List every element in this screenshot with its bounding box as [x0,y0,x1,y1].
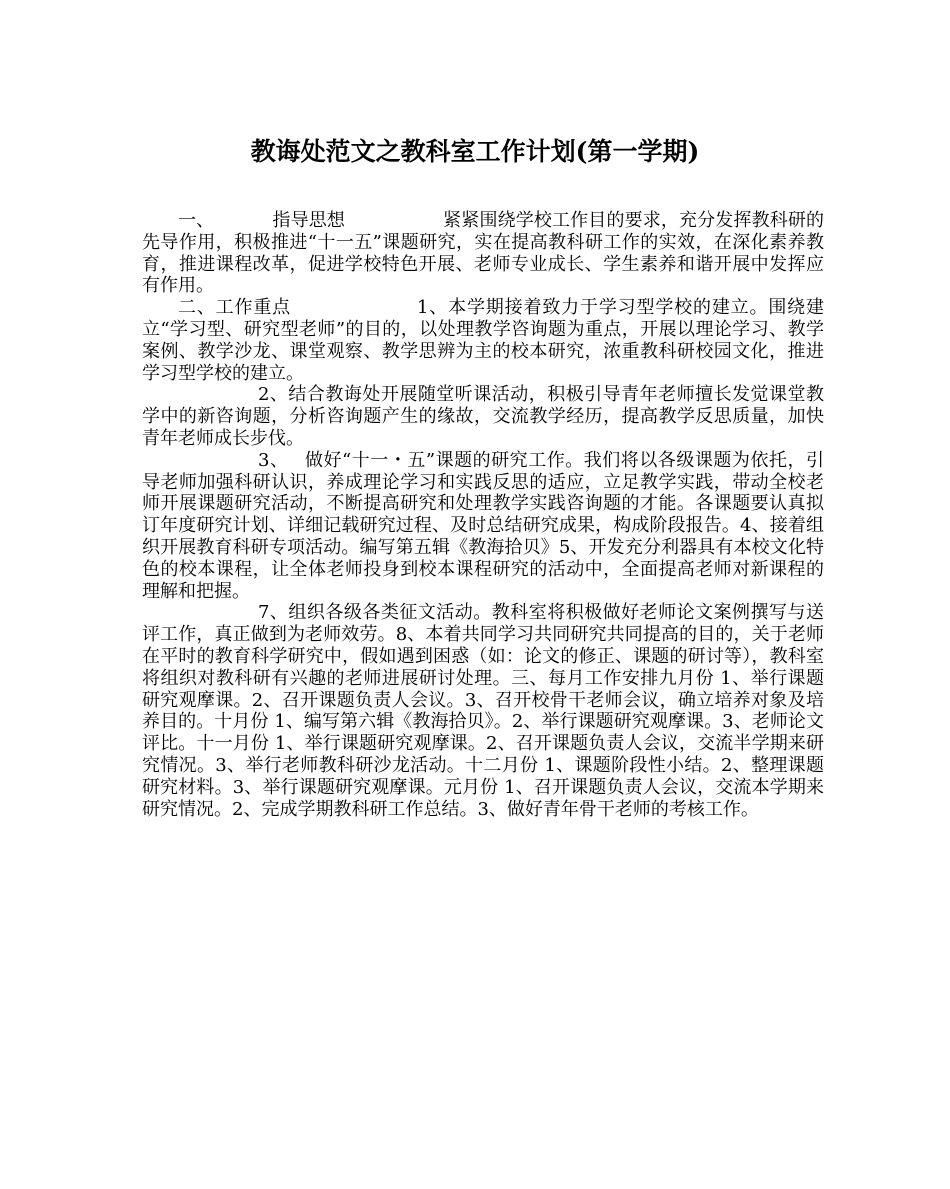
paragraph-text: 做好“十一・五”课题的研究工作。我们将以各级课题为依托，引导老师加强科研认识，养成理论学习和实践反思的适应，立足教学实践，带动全校老师开展课题研究活动，不断提高研究和处理教学实践咨询题的才能。各课题要认真拟订年度研究计划、详细记载研究过程、及时总结研究成果，构成阶段报告。4、接着组织开展教育科研专项活动。编写第五辑《教海拾贝》5、开发充分利器具有本校文化特色的校本课程，让全体老师投身到校本课程研究的活动中，全面提高老师对新课程的理解和把握。 [142,449,825,602]
paragraph-work-focus [142,297,824,384]
paragraph-item-7 [142,602,824,820]
document-title: 教诲处范文之教科室工作计划(第一学期) [250,137,700,166]
section-heading: 指导思想 [272,210,346,231]
section-number: 一、 [178,210,215,231]
paragraph-text: 7、组织各级各类征文活动。教科室将积极做好老师论文案例撰写与送评工作，真正做到为老师效劳。8、本着共同学习共同研究共同提高的目的，关于老师在平时的教育科学研究中，假如遇到困惑（如：论文的修正、课题的研讨等），教科室将组织对教科研有兴趣的老师进展研讨处理。三、每月工作安排九月份 1、举行课题研究观摩课。2、召开课题负责人会议。3、召开校骨干老师会议，确立培养对象及培养目的。十月份 1、编写第六辑《教海拾贝》。2、举行课题研究观摩课。3、老师论文评比。十一月份 1、举行课题研究观摩课。2、召开课题负责人会议，交流半学期来研究情况。3、举行老师教科研沙龙活动。十二月份 1、课题阶段性小结。2、整理课题研究材料。3、举行课题研究观摩课。元月份 1、召开课题负责人会议，交流本学期来研究情况。2、完成学期教科研工作总结。3、做好青年骨干老师的考核工作。 [142,602,824,820]
paragraph-guiding-thought [142,210,824,297]
document-body [142,210,824,820]
item-number: 3、 [258,449,289,471]
paragraph-item-3 [142,450,824,603]
paragraph-item-2 [142,384,824,449]
section-text: 1、本学期接着致力于学习型学校的建立。围绕建立“学习型、研究型老师”的目的，以处理教学咨询题为重点，开展以理论学习、教学案例、教学沙龙、课堂观察、教学思辨为主的校本研究，浓重教科研校园文化，推进学习型学校的建立。 [142,297,825,384]
section-text: 紧紧围绕学校工作目的要求，充分发挥教科研的先导作用，积极推进“十一五”课题研究，实在提高教科研工作的实效，在深化素养教育，推进课程改革，促进学校特色开展、老师专业成长、学生素养和谐开展中发挥应有作用。 [142,210,825,297]
paragraph-text: 2、结合教诲处开展随堂听课活动，积极引导青年老师擅长发觉课堂教学中的新咨询题，分析咨询题产生的缘故，交流教学经历，提高教学反思质量，加快青年老师成长步伐。 [142,384,824,449]
section-heading: 二、工作重点 [178,297,292,319]
